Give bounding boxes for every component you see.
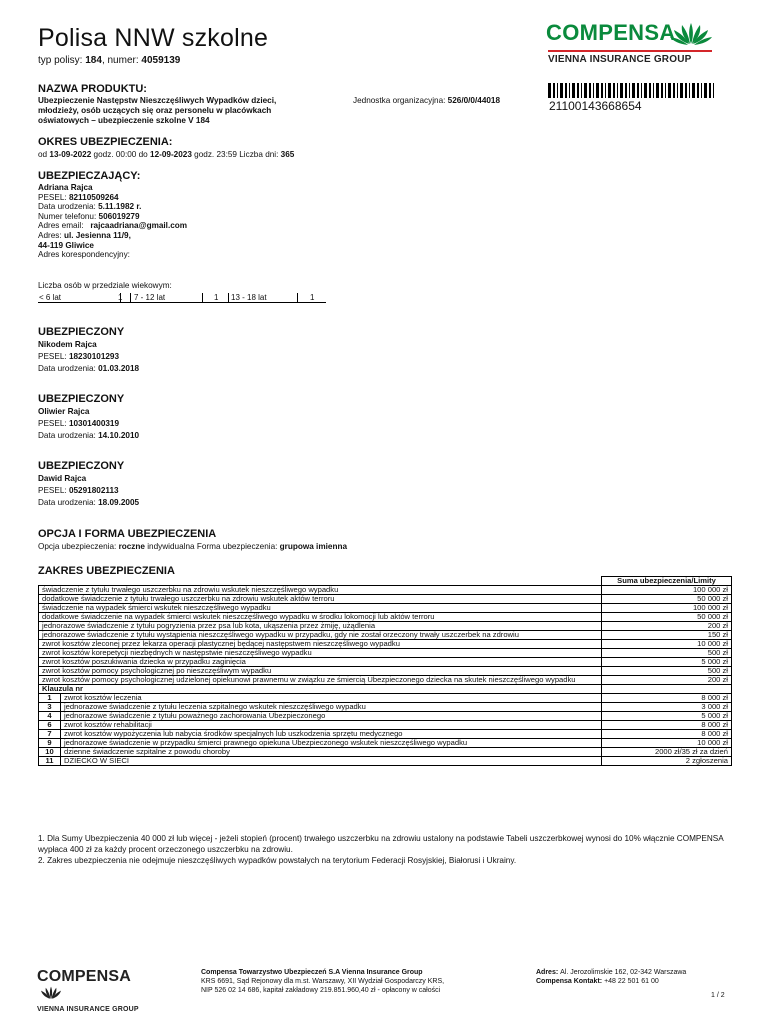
unit-value: 526/0/0/44018 (447, 96, 501, 105)
insured-pesel: 18230101293 (68, 352, 120, 361)
dob-value: 5.11.1982 r. (98, 202, 142, 212)
footer-logo-subtitle: VIENNA INSURANCE GROUP (37, 1006, 139, 1013)
company-name: Compensa Towarzystwo Ubezpieczeń S.A Vienna Insurance Group (201, 969, 423, 976)
scope-table-body (39, 577, 732, 766)
scope-desc: zwrot kosztów pomocy psychologicznej udzielonej opiekunowi prawnemu w związku ze śmiercią Ubezpieczonego dziecka na skutek nieszczęśliwego wypadku (39, 676, 602, 685)
clause-row (39, 757, 732, 766)
scope-amount: 10 000 zł (602, 640, 732, 649)
policyholder-phone (38, 212, 187, 222)
barcode-bar (608, 83, 611, 98)
age-groups-table (38, 293, 326, 303)
barcode-bar (617, 83, 618, 98)
barcode-bar (701, 83, 702, 98)
policy-type-line (38, 55, 180, 66)
contact-label: Compensa Kontakt: (536, 978, 605, 985)
barcode-bar (569, 83, 570, 98)
scope-table (38, 576, 732, 766)
pesel-label: PESEL: (38, 419, 69, 428)
scope-amount: 50 000 zł (602, 613, 732, 622)
clause-header: Klauzula nr (39, 685, 602, 694)
insured-name: Dawid Rajca (38, 474, 87, 483)
insured-dob: 01.03.2018 (98, 364, 140, 373)
clause-number: 1 (39, 694, 61, 703)
barcode-bar (704, 83, 707, 98)
product-heading: NAZWA PRODUKTU: (38, 83, 147, 95)
policyholder-address-line2: 44-119 Gliwice (38, 240, 94, 250)
dob-label: Data urodzenia: (38, 431, 99, 440)
barcode-bar (581, 83, 582, 98)
period-line (38, 150, 294, 160)
barcode-bar (584, 83, 587, 98)
insured-pesel: 10301400319 (68, 419, 120, 428)
age-divider (202, 293, 203, 302)
organizational-unit (353, 96, 500, 106)
email-label: Adres email: (38, 221, 86, 231)
clause-desc: zwrot kosztów leczenia (61, 694, 602, 703)
scope-desc: zwrot kosztów zleconej przez lekarza operacji plastycznej będącej następstwem nieszczęśliwego wypadku (39, 640, 602, 649)
od-time: godz. 00:00 do (91, 150, 151, 159)
option-value: roczne (118, 542, 145, 551)
barcode-bar (677, 83, 678, 98)
address-label: Adres: (536, 969, 561, 976)
age-group-2: 7 - 12 lat (134, 293, 166, 302)
phone-value: 506019279 (98, 211, 140, 221)
insured-name: Oliwier Rajca (38, 407, 90, 416)
policyholder-address (38, 231, 187, 241)
clause-desc: dzienne świadczenie szpitalne z powodu choroby (61, 748, 602, 757)
clause-amount: 8 000 zł (602, 721, 732, 730)
scope-desc: dodatkowe świadczenie z tytułu trwałego uszczerbku na zdrowiu wskutek aktów terroru (39, 595, 602, 604)
scope-amount: 100 000 zł (602, 604, 732, 613)
age-count-2: 1 (214, 293, 219, 302)
phone-label: Numer telefonu: (38, 211, 99, 221)
age-divider (228, 293, 229, 302)
typ-label: typ polisy: (38, 55, 86, 66)
dob-label: Data urodzenia: (38, 202, 99, 212)
dob-label: Data urodzenia: (38, 364, 99, 373)
company-nip: NIP 526 02 14 686, kapitał zakładowy 219.851.960,40 zł - opłacony w całości (201, 987, 441, 994)
barcode-bar (685, 83, 687, 98)
barcode-bar (589, 83, 591, 98)
barcode-bar (713, 83, 714, 98)
barcode-bar (572, 83, 575, 98)
barcode-bar (668, 83, 671, 98)
scope-amount: 500 zł (602, 667, 732, 676)
barcode-bar (593, 83, 594, 98)
notes (38, 833, 728, 866)
company-krs: KRS 6691, Sąd Rejonowy dla m.st. Warszawy, XII Wydział Gospodarczy KRS, (201, 978, 445, 985)
numer-value: 4059139 (141, 55, 181, 66)
age-group-3: 13 - 18 lat (231, 293, 267, 302)
policyholder-pesel (38, 193, 187, 203)
age-group-1: < 6 lat (39, 293, 62, 302)
insured-block (38, 393, 139, 442)
footer-company-info (201, 968, 444, 995)
barcode-bar (605, 83, 606, 98)
scope-amount: 150 zł (602, 631, 732, 640)
document-title: Polisa NNW szkolne (38, 24, 269, 52)
insured-block (38, 326, 139, 375)
policyholder-details (38, 183, 187, 260)
pesel-label: PESEL: (38, 486, 69, 495)
barcode-bar (557, 83, 558, 98)
clause-header-row (39, 685, 732, 694)
clause-number: 4 (39, 712, 61, 721)
pesel-label: PESEL: (38, 352, 69, 361)
scope-amount: 500 zł (602, 649, 732, 658)
compensa-logo (546, 20, 712, 65)
pesel-label: PESEL: (38, 192, 69, 202)
correspondence-address-label: Adres korespondencyjny: (38, 250, 130, 260)
barcode-number: 21100143668654 (549, 99, 642, 113)
scope-amount: 200 zł (602, 622, 732, 631)
do-time: godz. 23:59 Liczba dni: (191, 150, 281, 159)
clause-number: 6 (39, 721, 61, 730)
form-label: indywidualna Forma ubezpieczenia: (144, 542, 280, 551)
barcode-bar (596, 83, 599, 98)
start-date: 13-09-2022 (49, 150, 92, 159)
barcode-bar (680, 83, 683, 98)
insured-dob: 18.09.2005 (98, 498, 140, 507)
product-name: Ubezpieczenie Następstw Nieszczęśliwych Wypadków dzieci, młodzieży, osób uczących się oraz personelu w placówkach oświatowych – ubezpieczenie szkolne V 184 (38, 96, 277, 125)
logo-divider (548, 50, 712, 52)
scope-desc: świadczenie z tytułu trwałego uszczerbku na zdrowiu wskutek nieszczęśliwego wypadku (39, 586, 602, 595)
barcode-bar (601, 83, 603, 98)
option-heading: OPCJA I FORMA UBEZPIECZENIA (38, 528, 217, 540)
barcode-bar (613, 83, 615, 98)
barcode-bar (692, 83, 695, 98)
footer-address (536, 968, 686, 986)
policyholder-heading: UBEZPIECZAJĄCY: (38, 170, 141, 182)
clause-number: 7 (39, 730, 61, 739)
clause-amount: 10 000 zł (602, 739, 732, 748)
insured-heading: UBEZPIECZONY (38, 326, 125, 338)
barcode-bar (637, 83, 639, 98)
dob-label: Data urodzenia: (38, 498, 99, 507)
address-value: Al. Jerozolimskie 162, 02-342 Warszawa (560, 969, 687, 976)
barcode-bar (620, 83, 623, 98)
scope-desc: zwrot kosztów poszukiwania dziecka w przypadku zaginięcia (39, 658, 602, 667)
clause-desc: DZIECKO W SIECI (61, 757, 602, 766)
days-count: 365 (280, 150, 295, 159)
insured-block (38, 460, 139, 509)
end-date: 12-09-2023 (150, 150, 192, 159)
insured-name: Nikodem Rajca (38, 340, 97, 349)
clause-number: 9 (39, 739, 61, 748)
barcode-bar (697, 83, 699, 98)
scope-amount: 5 000 zł (602, 658, 732, 667)
insured-heading: UBEZPIECZONY (38, 460, 125, 472)
leaf-emblem-icon (38, 986, 64, 1000)
clause-amount: 2000 zł/35 zł za dzień (602, 748, 732, 757)
age-count-1: 1 (118, 293, 123, 302)
clause-desc: jednorazowe świadczenie w przypadku śmierci prawnego opiekuna Ubezpieczonego wskutek nieszczęśliwego wypadku (61, 739, 602, 748)
barcode-bar (649, 83, 651, 98)
scope-desc: dodatkowe świadczenie na wypadek śmierci wskutek nieszczęśliwego wypadku w środku lokomocji lub aktów terroru (39, 613, 602, 622)
page-number: 1 / 2 (711, 992, 725, 999)
numer-label: , numer: (101, 55, 142, 66)
contact-value: +48 22 501 61 00 (604, 978, 659, 985)
barcode-bar (625, 83, 627, 98)
scope-desc: jednorazowe świadczenie z tytułu pogryzienia przez psa lub kota, ukąszenia przez żmiję, użądlenia (39, 622, 602, 631)
unit-label: Jednostka organizacyjna: (353, 96, 448, 105)
footer-brand: COMPENSA (37, 968, 131, 985)
address-line1: ul. Jesienna 11/9, (63, 230, 131, 240)
clause-amount: 8 000 zł (602, 730, 732, 739)
clause-desc: zwrot kosztów rehabilitacji (61, 721, 602, 730)
scope-row (39, 676, 732, 685)
scope-heading: ZAKRES UBEZPIECZENIA (38, 565, 175, 577)
barcode-bar (656, 83, 659, 98)
typ-value: 184 (85, 55, 102, 66)
scope-desc: świadczenie na wypadek śmierci wskutek nieszczęśliwego wypadku (39, 604, 602, 613)
scope-amount: 200 zł (602, 676, 732, 685)
age-groups-label: Liczba osób w przedziale wiekowym: (38, 281, 172, 290)
pesel-value: 82110509264 (68, 192, 119, 202)
barcode-bar (641, 83, 642, 98)
od-label: od (38, 150, 50, 159)
clause-number: 10 (39, 748, 61, 757)
option-line (38, 542, 347, 552)
email-value: rajcaadriana@gmail.com (90, 221, 188, 231)
barcode-bar (673, 83, 675, 98)
barcode-bar (689, 83, 690, 98)
insured-dob: 14.10.2010 (98, 431, 140, 440)
barcode-bar (560, 83, 563, 98)
insured-heading: UBEZPIECZONY (38, 393, 125, 405)
form-value: grupowa imienna (279, 542, 347, 551)
barcode-bar (565, 83, 567, 98)
barcode-bar (629, 83, 630, 98)
logo-subtitle: VIENNA INSURANCE GROUP (548, 54, 692, 65)
logo-brand: COMPENSA (546, 20, 676, 45)
note-2: 2. Zakres ubezpieczenia nie odejmuje nieszczęśliwych wypadków powstałych na terytorium Federacji Rosyjskiej, Białorusi i Ukrainy. (38, 856, 517, 865)
age-count-3: 1 (310, 293, 315, 302)
clause-row (39, 748, 732, 757)
barcode-bar (661, 83, 663, 98)
age-divider (297, 293, 298, 302)
barcode-bar (665, 83, 666, 98)
policyholder-dob (38, 202, 187, 212)
insured-pesel: 05291802113 (68, 486, 119, 495)
clause-amount: 5 000 zł (602, 712, 732, 721)
barcode-bar (632, 83, 635, 98)
note-1: 1. Dla Sumy Ubezpieczenia 40 000 zł lub więcej - jeżeli stopień (procent) trwałego uszczerbku na zdrowiu ustalony na podstawie Tabeli uszczerbkowej wynosi do 10% włącznie COMPENSA wypłaca 400 zł za każdy procent orzeczonego uszczerbku na zdrowiu. (38, 834, 724, 854)
leaf-emblem-icon (670, 22, 712, 46)
policyholder-email (38, 221, 187, 231)
sum-insured-header: Suma ubezpieczenia/Limity (602, 577, 732, 586)
barcode-bar (548, 83, 551, 98)
barcode-bar (577, 83, 579, 98)
scope-amount: 100 000 zł (602, 586, 732, 595)
clause-amount: 8 000 zł (602, 694, 732, 703)
scope-desc: jednorazowe świadczenie z tytułu wystąpienia nieszczęśliwego wypadku w przypadku, gdy nie został orzeczony trwały uszczerbek na zdrowiu (39, 631, 602, 640)
clause-desc: jednorazowe świadczenie z tytułu poważnego zachorowania Ubezpieczonego (61, 712, 602, 721)
scope-amount: 50 000 zł (602, 595, 732, 604)
clause-number: 3 (39, 703, 61, 712)
barcode-bar (553, 83, 555, 98)
footer-logo (37, 968, 147, 1013)
barcode-bar (653, 83, 654, 98)
clause-amount: 2 zgłoszenia (602, 757, 732, 766)
option-label: Opcja ubezpieczenia: (38, 542, 119, 551)
clause-desc: jednorazowe świadczenie z tytułu leczenia szpitalnego wskutek nieszczęśliwego wypadku (61, 703, 602, 712)
scope-desc: zwrot kosztów korepetycji niezbędnych w następstwie nieszczęśliwego wypadku (39, 649, 602, 658)
clause-desc: zwrot kosztów wypożyczenia lub nabycia środków specjalnych lub uszkodzenia sprzętu medycznego (61, 730, 602, 739)
period-heading: OKRES UBEZPIECZENIA: (38, 136, 173, 148)
barcode-image (548, 83, 716, 98)
address-label: Adres: (38, 230, 64, 240)
barcode-bar (709, 83, 711, 98)
scope-desc: zwrot kosztów pomocy psychologicznej po nieszczęśliwym wypadku (39, 667, 602, 676)
age-divider (130, 293, 131, 302)
policyholder-name: Adriana Rajca (38, 183, 93, 192)
barcode-bar (644, 83, 647, 98)
clause-amount: 3 000 zł (602, 703, 732, 712)
clause-number: 11 (39, 757, 61, 766)
